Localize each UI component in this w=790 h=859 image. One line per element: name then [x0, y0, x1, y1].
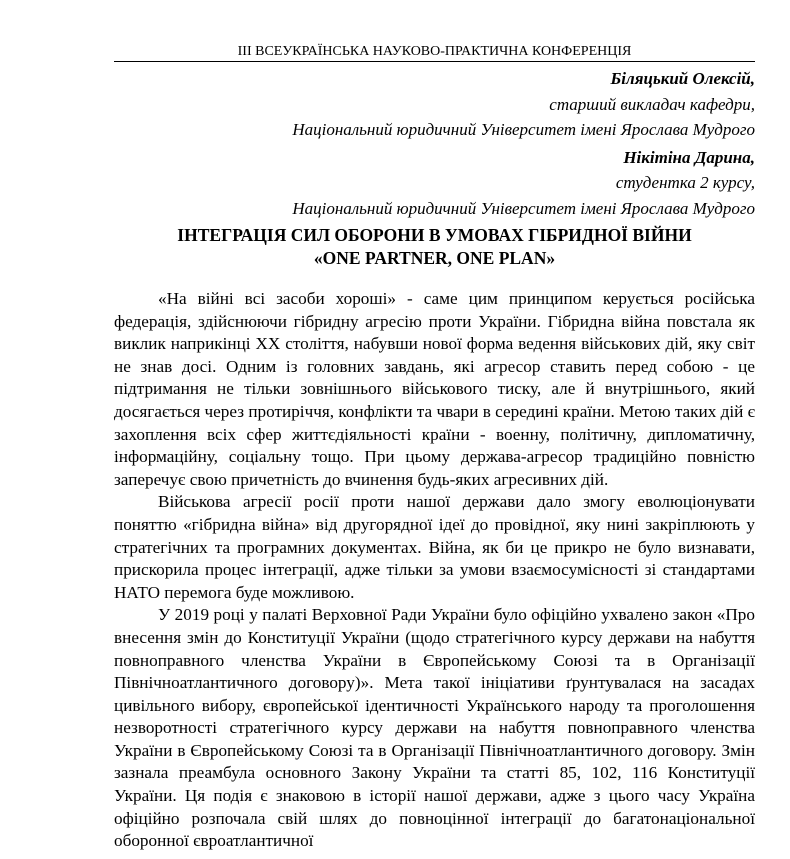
article-title — [114, 224, 755, 270]
author-role: студентка 2 курсу, — [615, 173, 755, 192]
title-line: ІНТЕГРАЦІЯ СИЛ ОБОРОНИ В УМОВАХ ГІБРИДНОЇ ВІЙНИ — [177, 225, 692, 245]
author-affiliation: Національний юридичний Університет імені Ярослава Мудрого — [292, 198, 755, 218]
paragraph: У 2019 році у палаті Верховної Ради України було офіційно ухвалено закон «Про внесення змін до Конституції України (щодо стратегічного курсу держави на набуття повноправного членства України в Європейському Союзі та в Організації Північноатлантичного договору)». Мета такої ініціативи ґрунтувалася на засадах цивільного вибору, європейської ідентичності Українського народу та проголошення незворотності стратегічного курсу держави на набуття повноправного членства України в Європейському Союзі та в Організації Північноатлантичного договору. Змін зазнала преамбула основного Закону України та статті 85, 102, 116 Конституції України. Ця подія є знаковою в історії нашої держави, адже з цього часу Україна офіційно розпочала свій шлях до повноцінної інтеграції до багатонаціональної оборонної євроатлантичної — [114, 605, 755, 851]
author-block — [292, 66, 755, 143]
author-block — [292, 145, 755, 222]
author-name: Біляцький Олексій, — [610, 69, 755, 88]
paragraph: «На війні всі засоби хороші» - саме цим принципом керується російська федерація, здійснюючи гібридну агресію проти України. Гібридна війна повстала як виклик наприкінці XX століття, набувши нової форма ведення військових дій, яку світ не знав досі. Одним із головних завдань, які агресор ставить перед собою - це підтримання не тільки зовнішнього військового тиску, але й внутрішнього, який досягається через протиріччя, конфлікти та чвари в середині країни. Метою таких дій є захоплення всіх сфер життєдіяльності країни - военну, політичну, дипломатичну, інформаційну, соціальну тощо. При цьому держава-агресор традиційно повністю заперечує свою причетність до вчинення будь-яких агресивних дій. — [114, 289, 756, 489]
author-role: старший викладач кафедри, — [549, 94, 755, 114]
paragraph: Військова агресії росії проти нашої держави дало змогу еволюціонувати поняттю «гібридна війна» від другорядної ідеї до провідної, яку нині закріплюють у стратегічних та програмних документах. Війна, як би це прикро не було визнавати, прискорила процес інтеграції, адже тільки за умови взаємосумісності зі стандартами НАТО перемога буде можливою. — [114, 492, 755, 602]
article-body — [114, 288, 755, 853]
author-affiliation: Національний юридичний Університет імені Ярослава Мудрого — [292, 120, 755, 139]
running-header — [114, 43, 755, 62]
title-line: «ONE PARTNER, ONE PLAN» — [313, 248, 556, 268]
author-name: Нікітіна Дарина, — [623, 147, 755, 167]
author-list — [292, 66, 755, 221]
conference-title: III ВСЕУКРАЇНСЬКА НАУКОВО-ПРАКТИЧНА КОНФЕРЕНЦІЯ — [237, 44, 632, 59]
